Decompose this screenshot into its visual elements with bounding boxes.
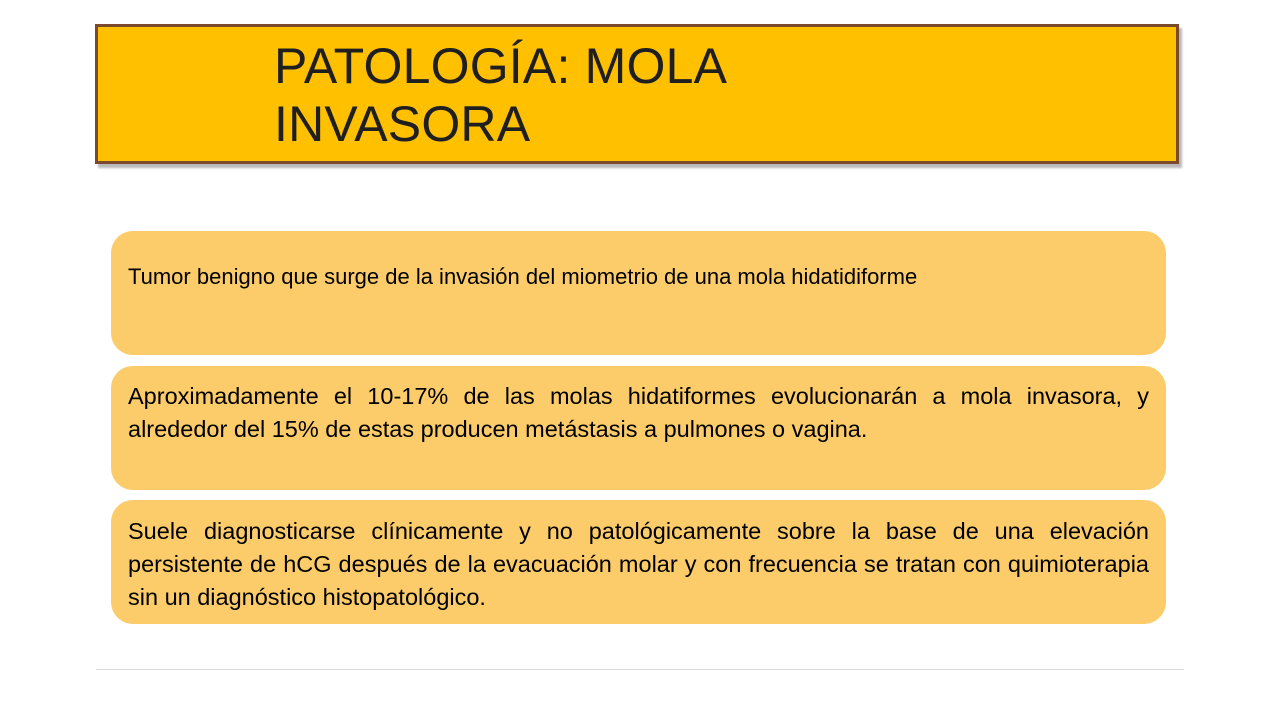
info-card-text: Tumor benigno que surge de la invasión del miometrio de una mola hidatidiforme bbox=[128, 264, 918, 289]
info-card-definition bbox=[111, 231, 1166, 355]
slide-title bbox=[274, 37, 1034, 153]
slide-title-line-2: INVASORA bbox=[274, 96, 531, 152]
info-card-text: Suele diagnosticarse clínicamente y no patológicamente sobre la base de una elevación persistente de hCG después de la evacuación molar y con frecuencia se tratan con quimioterapia sin un diagnóstico histopatológico. bbox=[128, 518, 1149, 610]
info-card-incidence bbox=[111, 366, 1166, 490]
info-card-text: Aproximadamente el 10-17% de las molas hidatiformes evolucionarán a mola invasora, y alrededor del 15% de estas producen metástasis a pulmones o vagina. bbox=[128, 383, 1149, 442]
footer-divider bbox=[96, 669, 1184, 670]
info-card-diagnosis bbox=[111, 500, 1166, 624]
title-banner bbox=[95, 24, 1179, 164]
slide-title-line-1: PATOLOGÍA: MOLA bbox=[274, 38, 728, 94]
